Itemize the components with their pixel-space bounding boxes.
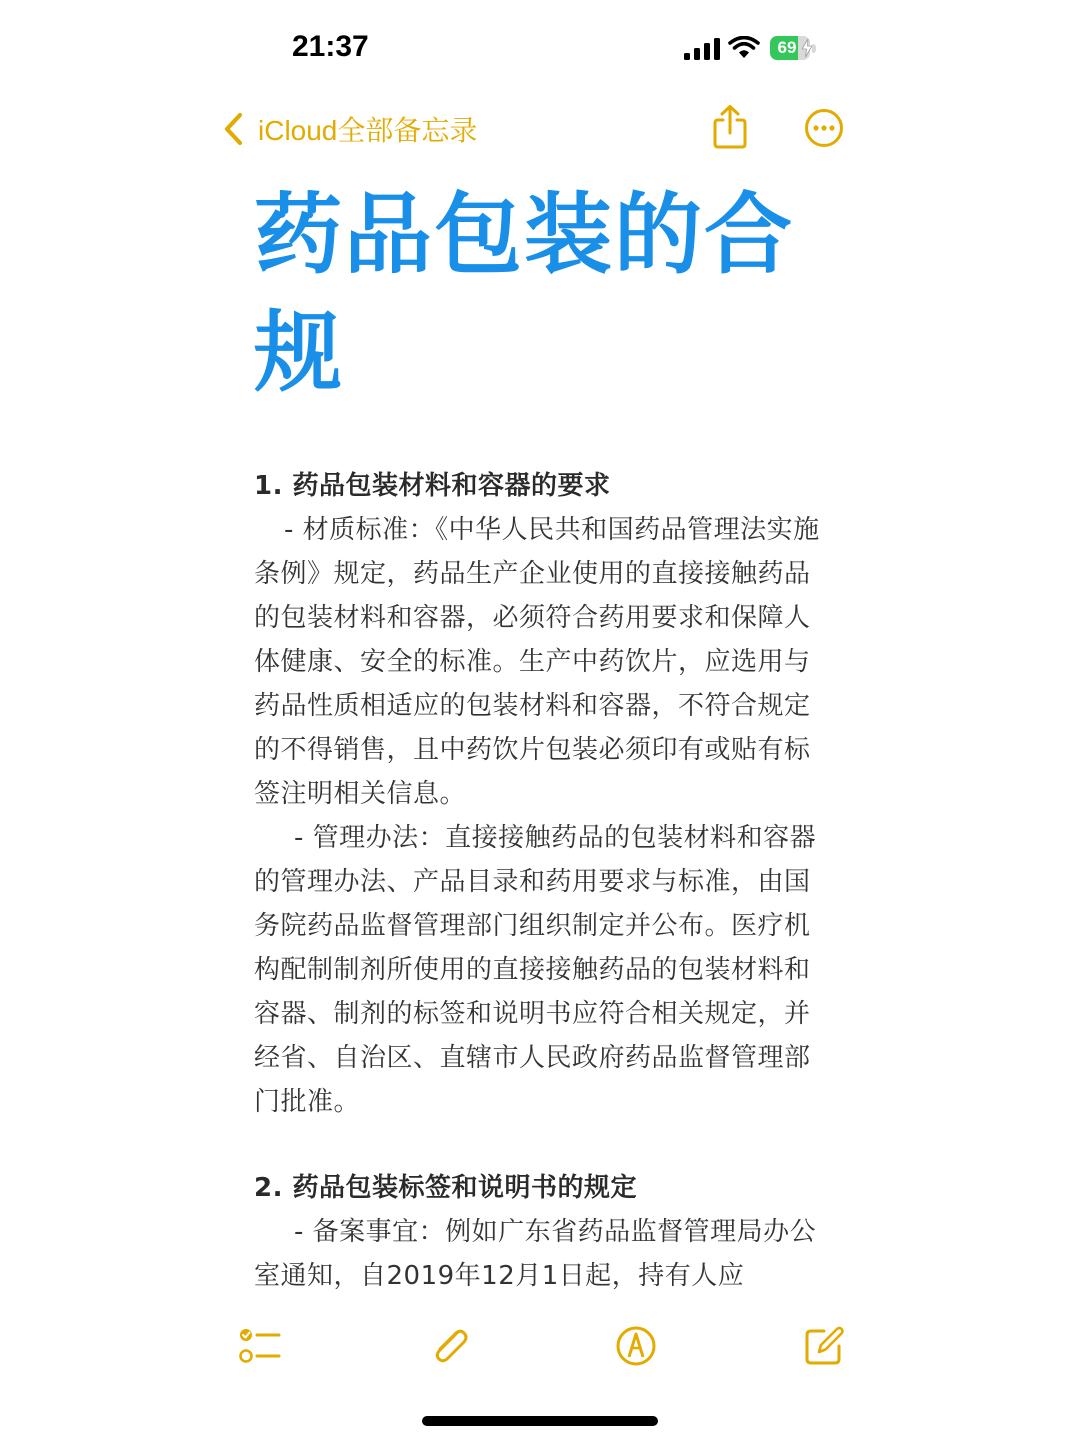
home-indicator[interactable] [422, 1416, 658, 1426]
wifi-icon [728, 36, 760, 60]
note-paragraph: - 管理办法：直接接触药品的包装材料和容器的管理办法、产品目录和药用要求与标准，由国务院药品监督管理部门组织制定并公布。医疗机构配制制剂所使用的直接接触药品的包装材料和容器、制剂的标签和说明书应符合相关规定，并经省、自治区、直辖市人民政府药品监督管理部门批准。 [254, 823, 817, 1117]
note-title[interactable]: 药品包装的合规 [254, 183, 795, 404]
note-paragraph: - 备案事宜：例如广东省药品监督管理局办公室通知，自2019年12月1日起，持有人应 [254, 1217, 817, 1291]
back-label: iCloud全部备忘录 [258, 115, 478, 146]
battery-percent: 69 [777, 38, 797, 57]
status-bar [0, 0, 1080, 100]
more-icon[interactable] [804, 108, 844, 148]
chevron-left-icon [220, 109, 246, 149]
cellular-signal-icon [684, 38, 720, 60]
charging-bolt-icon [802, 39, 812, 57]
status-time: 21:37 [292, 30, 369, 63]
note-paragraph: - 材质标准：《中华人民共和国药品管理法实施条例》规定，药品生产企业使用的直接接触药品的包装材料和容器，必须符合药用要求和保障人体健康、安全的标准。生产中药饮片，应选用与药品性质相适应的包装材料和容器，不符合规定的不得销售，且中药饮片包装必须印有或贴有标签注明相关信息。 [254, 515, 820, 809]
battery-cap [812, 44, 816, 53]
attachment-icon[interactable] [428, 1324, 472, 1368]
checklist-icon[interactable] [238, 1324, 282, 1368]
compose-icon[interactable] [802, 1324, 846, 1368]
back-button[interactable] [220, 106, 477, 152]
section-heading: 1. 药品包装材料和容器的要求 [254, 471, 611, 501]
share-icon[interactable] [710, 104, 750, 150]
section-heading: 2. 药品包装标签和说明书的规定 [254, 1173, 638, 1203]
markup-icon[interactable] [614, 1324, 658, 1368]
section-spacer [254, 1124, 832, 1166]
battery-indicator [770, 36, 818, 62]
note-body[interactable] [254, 464, 832, 1298]
